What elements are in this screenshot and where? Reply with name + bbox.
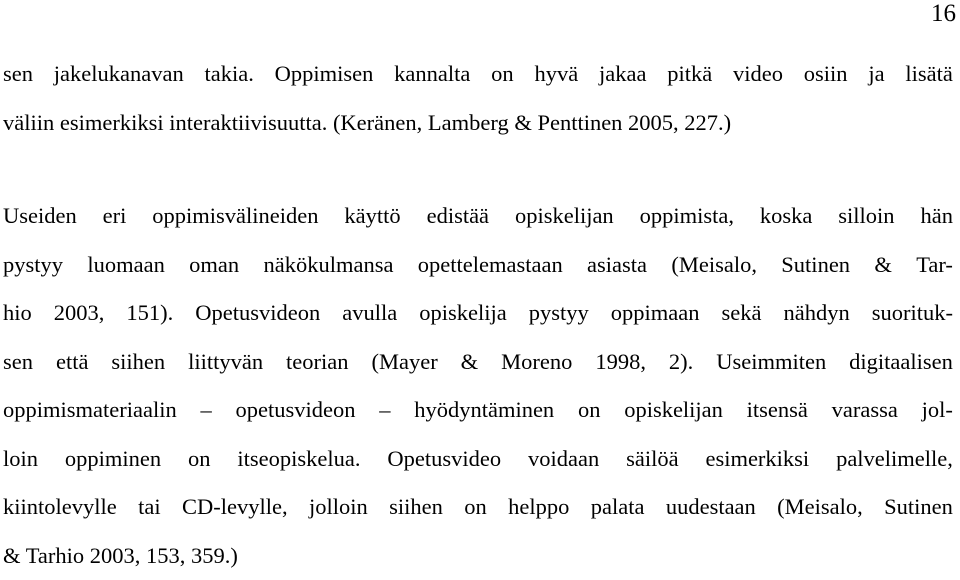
text-line: väliin esimerkiksi interaktiivisuutta. (Keränen, Lamberg & Penttinen 2005, 227.) <box>3 99 953 148</box>
text-line: hio 2003, 151). Opetusvideon avulla opiskelija pystyy oppimaan sekä nähdyn suorituk- <box>3 289 953 338</box>
text-line: sen jakelukanavan takia. Oppimisen kannalta on hyvä jakaa pitkä video osiin ja lisätä <box>3 50 953 99</box>
text-line: sen että siihen liittyvän teorian (Mayer & Moreno 1998, 2). Useimmiten digitaalisen <box>3 338 953 387</box>
text-line: loin oppiminen on itseopiskelua. Opetusvideo voidaan säilöä esimerkiksi palvelimelle, <box>3 435 953 484</box>
text-line: kiintolevylle tai CD-levylle, jolloin siihen on helppo palata uudestaan (Meisalo, Sutinen <box>3 483 953 532</box>
paragraph-2 <box>3 192 953 580</box>
text-line: pystyy luomaan oman näkökulmansa opettelemastaan asiasta (Meisalo, Sutinen & Tar- <box>3 241 953 290</box>
text-line: Useiden eri oppimisvälineiden käyttö edistää opiskelijan oppimista, koska silloin hän <box>3 192 953 241</box>
text-line: oppimismateriaalin – opetusvideon – hyödyntäminen on opiskelijan itsensä varassa jol- <box>3 386 953 435</box>
text-line: & Tarhio 2003, 153, 359.) <box>3 532 953 580</box>
paragraph-1 <box>3 50 953 147</box>
page-number: 16 <box>931 0 956 28</box>
